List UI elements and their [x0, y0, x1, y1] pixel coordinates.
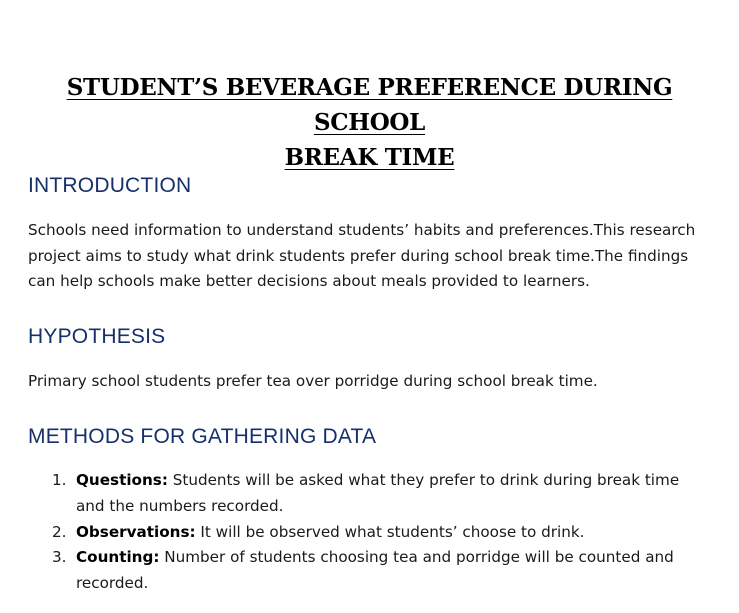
list-item-number: 1. — [52, 471, 67, 489]
hypothesis-paragraph: Primary school students prefer tea over porridge during school break time. — [28, 372, 598, 390]
list-item-label: Questions: — [76, 471, 168, 489]
list-item-label: Counting: — [76, 548, 160, 567]
methods-heading: METHODS FOR GATHERING DATA — [28, 425, 377, 448]
document-title — [40, 70, 699, 175]
list-item-text: It will be observed what students’ choose to drink. — [195, 522, 585, 541]
list-item-label: Observations: — [76, 522, 196, 541]
list-item-text: Students will be asked what they prefer to drink during break time and the numbers recorded. — [76, 471, 680, 515]
methods-list-item-counting — [28, 545, 688, 597]
document-title-line-1: STUDENT’S BEVERAGE PREFERENCE DURING SCHOOL — [66, 74, 673, 136]
methods-list — [28, 468, 688, 597]
list-item-number: 2. — [52, 522, 67, 541]
introduction-paragraph: Schools need information to understand students’ habits and preferences.This research project aims to study what drink students prefer during school break time.The findings can help schools make better decisions about meals provided to learners. — [28, 221, 696, 291]
hypothesis-heading: HYPOTHESIS — [28, 325, 166, 348]
list-item-text: Number of students choosing tea and porridge will be counted and recorded. — [76, 548, 674, 593]
document-title-line-2: BREAK TIME — [284, 144, 455, 171]
methods-list-item-observations — [28, 520, 688, 546]
methods-list-item-questions — [28, 468, 688, 520]
introduction-heading: INTRODUCTION — [28, 174, 192, 197]
list-item-number: 3. — [52, 548, 67, 567]
